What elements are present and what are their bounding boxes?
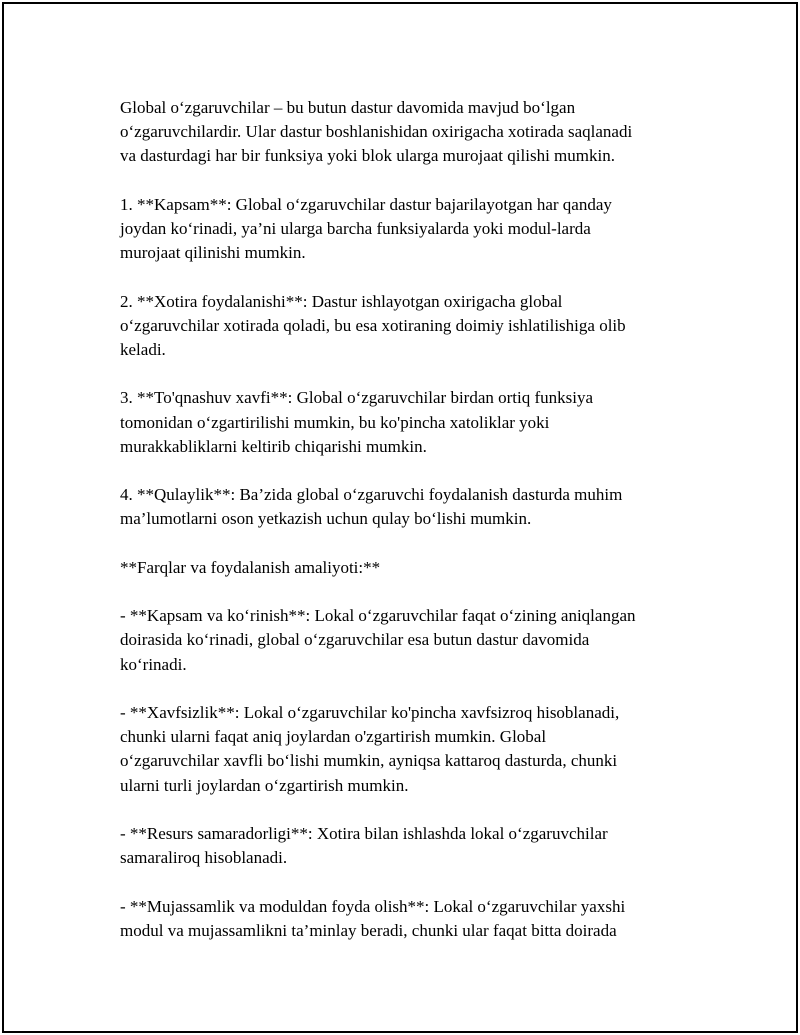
bullet-scope-visibility: - **Kapsam va ko‘rinish**: Lokal o‘zgaruvchilar faqat o‘zining aniqlangan doirasida ko‘rinadi, global o‘zgaruvchilar esa butun dastur davomida ko‘rinadi. xyxy=(120,606,636,674)
intro-paragraph: Global o‘zgaruvchilar – bu butun dastur davomida mavjud bo‘lgan o‘zgaruvchilardir. Ular dastur boshlanishidan oxirigacha xotirada saqlanadi va dasturdagi har bir funksiya yoki blok ularga murojaat qilishi mumkin. xyxy=(120,98,633,166)
list-item-conflict-risk: 3. **To'qnashuv xavfi**: Global o‘zgaruvchilar birdan ortiq funksiya tomonidan o‘zgartirilishi mumkin, bu ko'pincha xatoliklar yoki murakkabliklarni keltirib chiqarishi mumkin. xyxy=(120,388,594,456)
section-heading-differences: **Farqlar va foydalanish amaliyoti:** xyxy=(120,557,381,577)
bullet-encapsulation: - **Mujassamlik va moduldan foyda olish**: Lokal o‘zgaruvchilar yaxshi modul va mujassamlikni ta’minlay beradi, chunki ular faqat bitta doirada xyxy=(120,896,626,940)
bullet-resource-efficiency: - **Resurs samaradorligi**: Xotira bilan ishlashda lokal o‘zgaruvchilar samaraliroq hisoblanadi. xyxy=(120,823,608,868)
document-body xyxy=(120,96,700,967)
list-item-memory-usage: 2. **Xotira foydalanishi**: Dastur ishlayotgan oxirigacha global o‘zgaruvchilar xotirada qoladi, bu esa xotiraning doimiy ishlatilishiga olib keladi. xyxy=(120,291,626,359)
bullet-safety: - **Xavfsizlik**: Lokal o‘zgaruvchilar ko'pincha xavfsizroq hisoblanadi, chunki ularni faqat aniq joylardan o'zgartirish mumkin. Global o‘zgaruvchilar xavfli bo‘lishi mumkin, ayniqsa kattaroq dasturda, chunki ularni turli joylardan o‘zgartirish mumkin. xyxy=(120,702,620,795)
list-item-convenience: 4. **Qulaylik**: Ba’zida global o‘zgaruvchi foydalanish dasturda muhim ma’lumotlarni oson yetkazish uchun qulay bo‘lishi mumkin. xyxy=(120,485,623,529)
list-item-scope: 1. **Kapsam**: Global o‘zgaruvchilar dastur bajarilayotgan har qanday joydan ko‘rinadi, ya’ni ularga barcha funksiyalarda yoki modul-larda murojaat qilinishi mumkin. xyxy=(120,194,612,263)
page-frame xyxy=(2,2,798,1033)
